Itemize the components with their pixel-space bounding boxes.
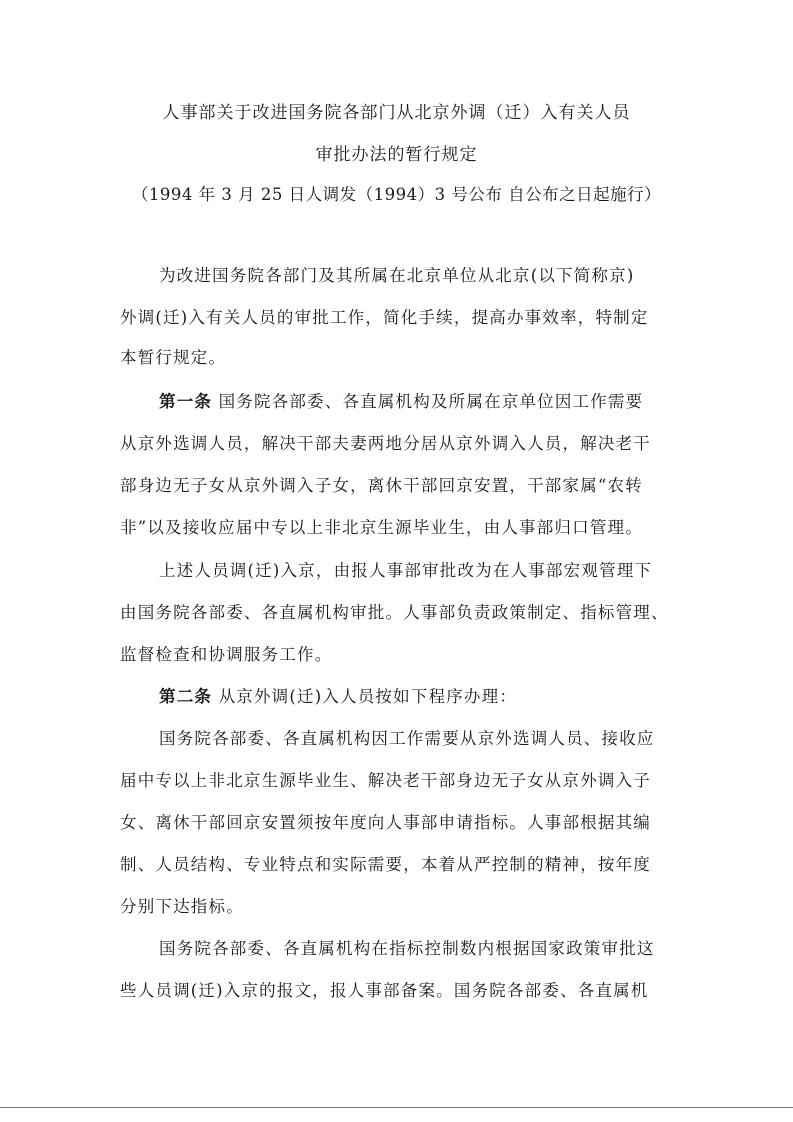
article1-first-line [159,392,719,412]
para3-line-4: 制、人员结构、专业特点和实际需要，本着从严控制的精神，按年度 [120,855,651,874]
para4-line-1: 国务院各部委、各直属机构在指标控制数内根据国家政策审批这 [159,939,655,958]
para3-line-5: 分别下达指标。 [120,897,244,916]
article2-line [159,687,719,707]
para3-line-3: 女、离休干部回京安置须按年度向人事部申请指标。人事部根据其编 [120,813,651,832]
article2-label: 第二条 [159,687,213,706]
intro-line-1: 为改进国务院各部门及其所属在北京单位从北京(以下简称京) [159,266,635,285]
para3-line-1: 国务院各部委、各直属机构因工作需要从京外选调人员、接收应 [159,729,655,748]
para2-line-1: 上述人员调(迁)入京，由报人事部审批改为在人事部宏观管理下 [159,561,653,580]
document-title-line-1: 人事部关于改进国务院各部门从北京外调（迁）入有关人员 [162,103,631,123]
page-bottom-divider [0,1107,793,1108]
intro-line-3: 本暂行规定。 [120,348,227,367]
article1-label: 第一条 [159,392,213,411]
article1-line-4: 非”以及接收应届中专以上非北京生源毕业生，由人事部归口管理。 [120,518,643,537]
article1-line-2: 从京外选调人员，解决干部夫妻两地分居从京外调入人员，解决老干 [120,434,651,453]
para3-line-2: 届中专以上非北京生源毕业生、解决老干部身边无子女从京外调入子 [120,771,651,790]
para4-line-2: 些人员调(迁)入京的报文，报人事部备案。国务院各部委、各直属机 [120,981,649,1000]
article1-line-3: 部身边无子女从京外调入子女，离休干部回京安置，干部家属“农转 [120,476,643,495]
para2-line-2: 由国务院各部委、各直属机构审批。人事部负责政策制定、指标管理、 [120,603,669,622]
document-issue-note: （1994 年 3 月 25 日人调发（1994）3 号公布 自公布之日起施行） [131,185,662,204]
article1-text: 国务院各部委、各直属机构及所属在京单位因工作需要 [218,392,644,411]
document-title-line-2: 审批办法的暂行规定 [315,145,478,165]
intro-line-2: 外调(迁)入有关人员的审批工作，简化手续，提高办事效率，特制定 [120,308,649,327]
article2-text: 从京外调(迁)入人员按如下程序办理： [218,687,518,706]
para2-line-3: 监督检查和协调服务工作。 [120,645,333,664]
